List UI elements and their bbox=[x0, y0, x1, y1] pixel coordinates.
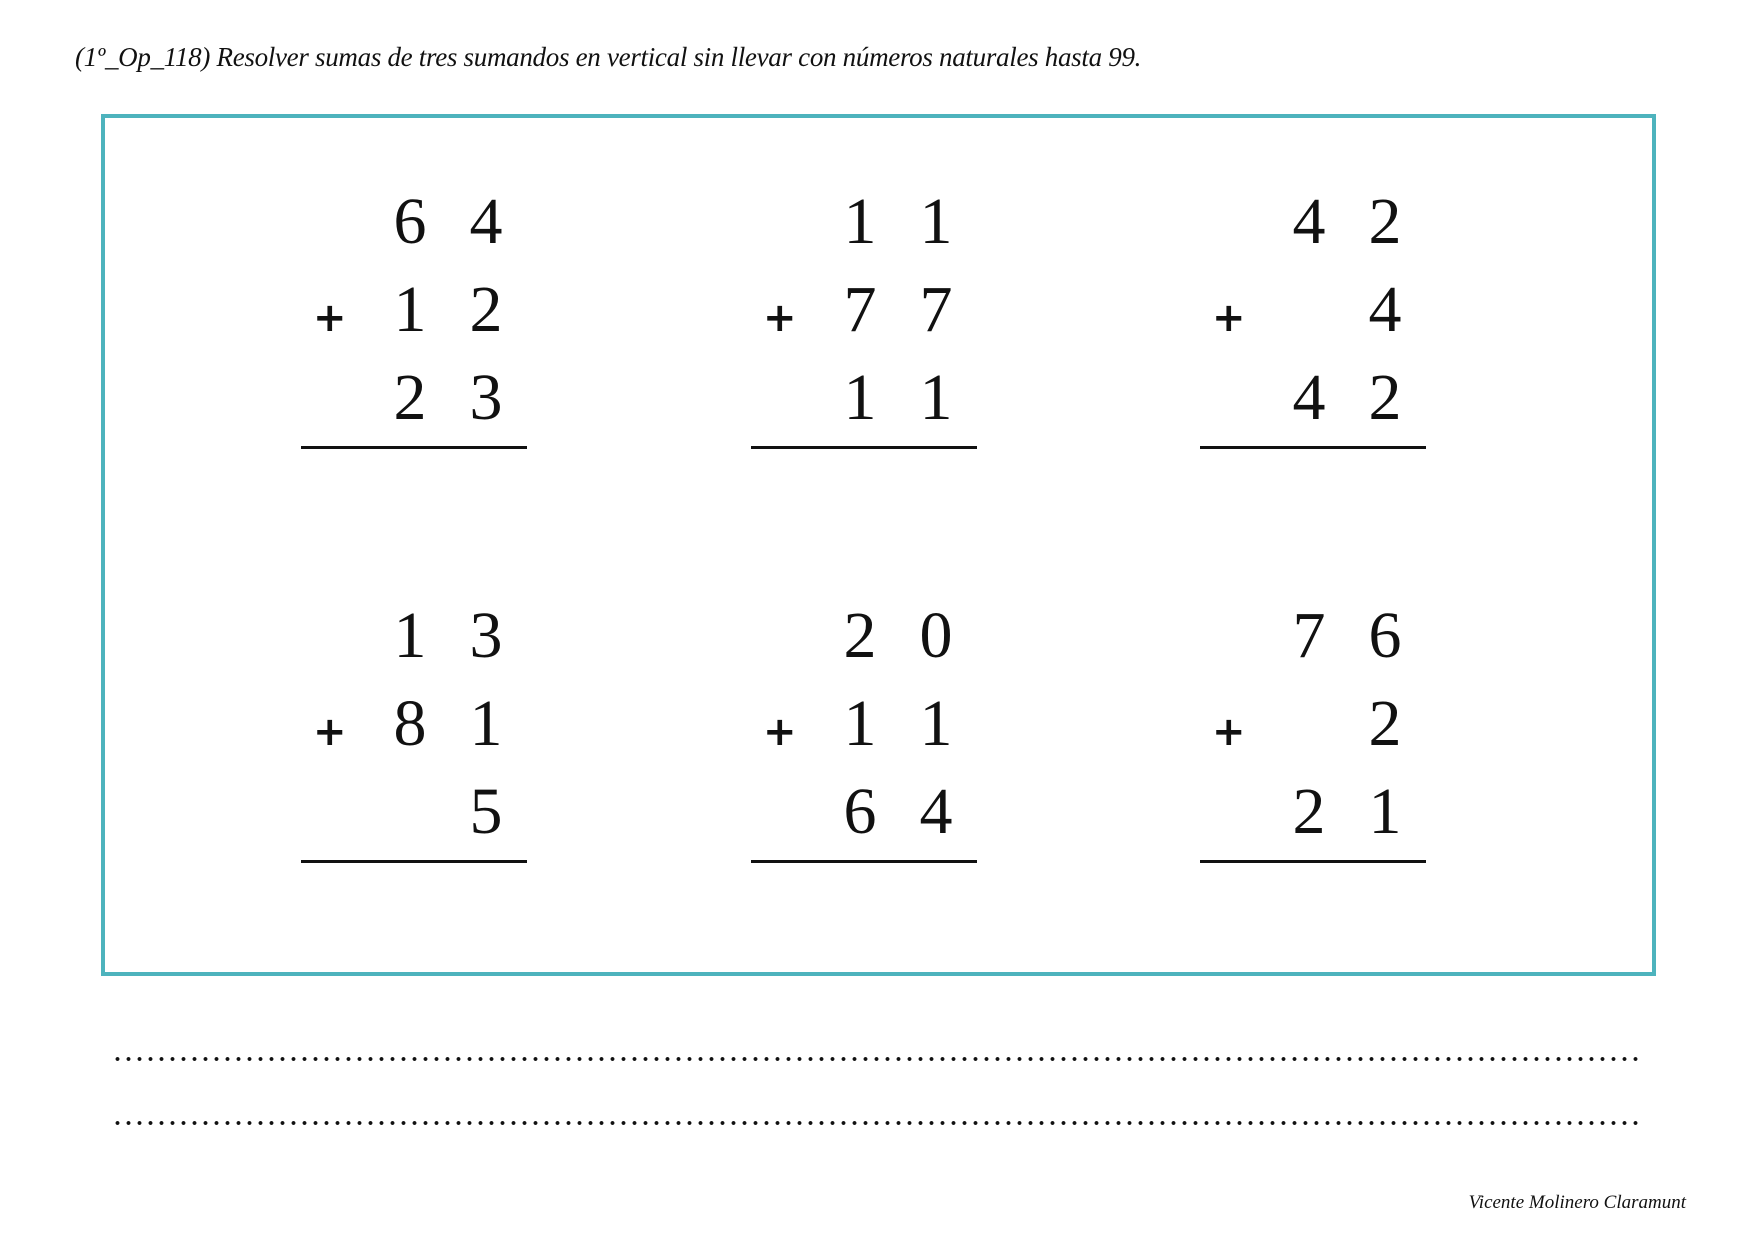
addend-1 bbox=[301, 596, 527, 676]
addend-1 bbox=[1200, 182, 1426, 262]
sum-line bbox=[301, 860, 527, 863]
units-digit: 6 bbox=[1368, 599, 1402, 672]
units-digit: 2 bbox=[1368, 185, 1402, 258]
sum-line bbox=[1200, 446, 1426, 449]
units-digit: 2 bbox=[469, 273, 503, 346]
addend-3 bbox=[301, 772, 527, 852]
addend-3 bbox=[751, 358, 977, 438]
addend-2 bbox=[751, 684, 977, 764]
addend-2 bbox=[1200, 270, 1426, 350]
addend-3 bbox=[1200, 772, 1426, 852]
addition-problem-5 bbox=[751, 596, 991, 896]
plus-sign: + bbox=[1212, 709, 1246, 755]
tens-digit: 1 bbox=[843, 185, 877, 258]
addend-2 bbox=[301, 270, 527, 350]
answer-line-2[interactable] bbox=[112, 1121, 1642, 1125]
tens-digit: 4 bbox=[1292, 185, 1326, 258]
tens-digit: 2 bbox=[843, 599, 877, 672]
units-digit: 3 bbox=[469, 599, 503, 672]
addend-1 bbox=[301, 182, 527, 262]
author-signature: Vicente Molinero Claramunt bbox=[1468, 1192, 1686, 1213]
units-digit: 1 bbox=[1368, 775, 1402, 848]
tens-digit: 7 bbox=[1292, 599, 1326, 672]
tens-digit: 6 bbox=[843, 775, 877, 848]
units-digit: 5 bbox=[469, 775, 503, 848]
tens-digit: 1 bbox=[843, 361, 877, 434]
tens-digit: 2 bbox=[1292, 775, 1326, 848]
addition-problem-1 bbox=[301, 182, 541, 482]
units-digit: 0 bbox=[919, 599, 953, 672]
tens-digit: 7 bbox=[843, 273, 877, 346]
addend-3 bbox=[1200, 358, 1426, 438]
tens-digit: 4 bbox=[1292, 361, 1326, 434]
addend-3 bbox=[751, 772, 977, 852]
plus-sign: + bbox=[1212, 295, 1246, 341]
addition-problem-6 bbox=[1200, 596, 1440, 896]
tens-digit: 8 bbox=[393, 687, 427, 760]
tens-digit: 2 bbox=[393, 361, 427, 434]
units-digit: 1 bbox=[469, 687, 503, 760]
sum-line bbox=[301, 446, 527, 449]
sum-line bbox=[751, 446, 977, 449]
addend-2 bbox=[751, 270, 977, 350]
plus-sign: + bbox=[763, 295, 797, 341]
addition-problem-2 bbox=[751, 182, 991, 482]
addition-problem-4 bbox=[301, 596, 541, 896]
plus-sign: + bbox=[313, 295, 347, 341]
units-digit: 4 bbox=[469, 185, 503, 258]
tens-digit: 1 bbox=[393, 273, 427, 346]
units-digit: 7 bbox=[919, 273, 953, 346]
units-digit: 4 bbox=[919, 775, 953, 848]
units-digit: 1 bbox=[919, 185, 953, 258]
addend-2 bbox=[301, 684, 527, 764]
addend-1 bbox=[1200, 596, 1426, 676]
plus-sign: + bbox=[763, 709, 797, 755]
worksheet-title: (1º_Op_118) Resolver sumas de tres sumandos en vertical sin llevar con números naturales hasta 99. bbox=[75, 42, 1142, 72]
tens-digit: 6 bbox=[393, 185, 427, 258]
units-digit: 2 bbox=[1368, 361, 1402, 434]
units-digit: 1 bbox=[919, 361, 953, 434]
units-digit: 2 bbox=[1368, 687, 1402, 760]
addend-3 bbox=[301, 358, 527, 438]
units-digit: 4 bbox=[1368, 273, 1402, 346]
tens-digit: 1 bbox=[393, 599, 427, 672]
answer-line-1[interactable] bbox=[112, 1057, 1642, 1061]
units-digit: 1 bbox=[919, 687, 953, 760]
addition-problem-3 bbox=[1200, 182, 1440, 482]
sum-line bbox=[1200, 860, 1426, 863]
addend-1 bbox=[751, 596, 977, 676]
plus-sign: + bbox=[313, 709, 347, 755]
addend-1 bbox=[751, 182, 977, 262]
units-digit: 3 bbox=[469, 361, 503, 434]
sum-line bbox=[751, 860, 977, 863]
addend-2 bbox=[1200, 684, 1426, 764]
tens-digit: 1 bbox=[843, 687, 877, 760]
